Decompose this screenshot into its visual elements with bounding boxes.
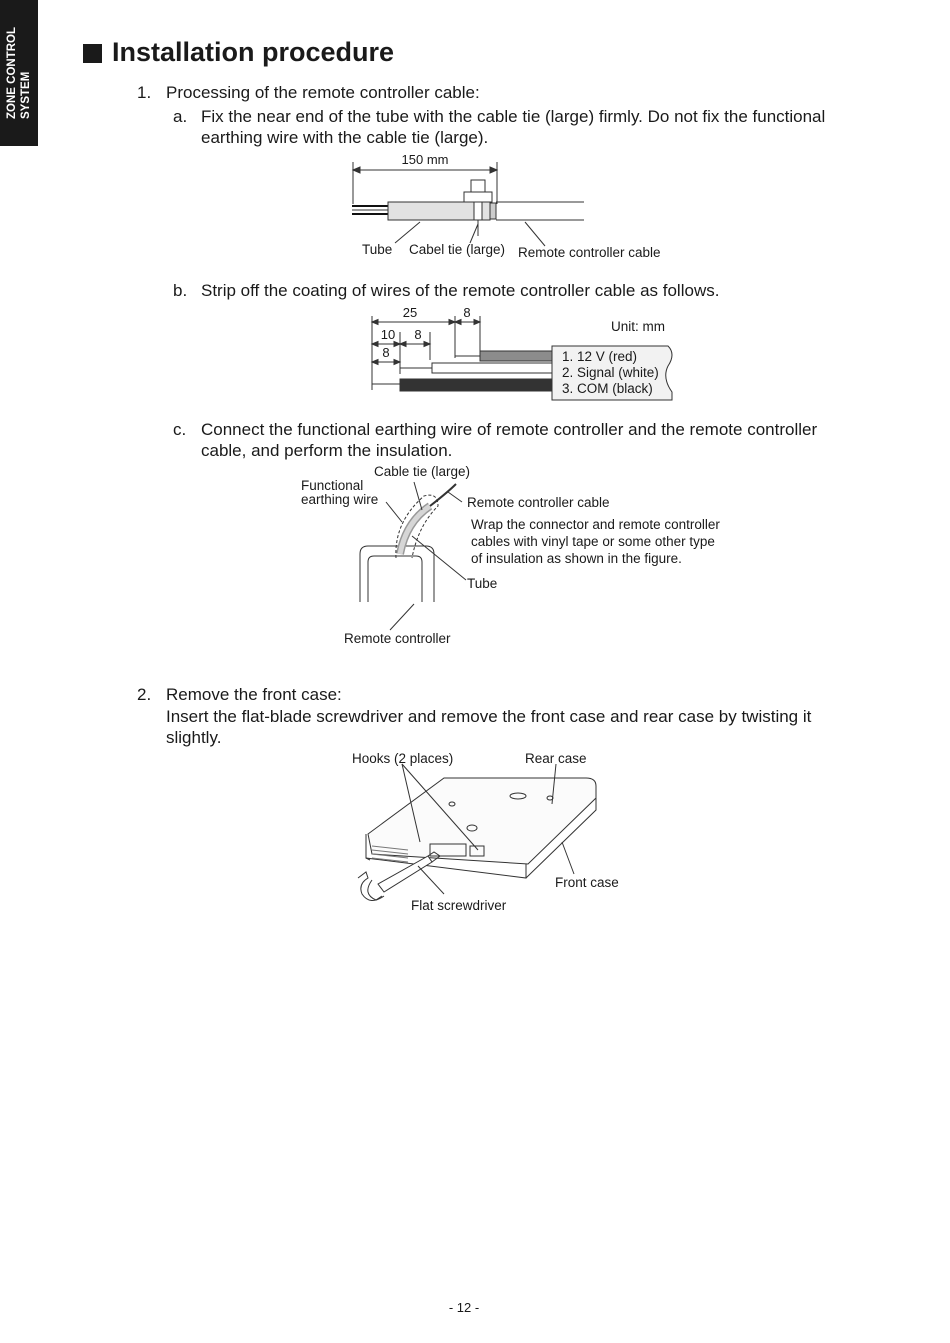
fig-b-dim-8-mid: 8 bbox=[414, 327, 422, 342]
figure-insulation-svg bbox=[298, 462, 758, 654]
step2-text-line2: slightly. bbox=[166, 728, 222, 747]
fig-b-wire-black: 3. COM (black) bbox=[562, 381, 653, 396]
fig-c-label-cable: Remote controller cable bbox=[467, 495, 610, 510]
figure-case-removal-svg bbox=[348, 746, 648, 916]
fig-c-label-cable-tie: Cable tie (large) bbox=[374, 464, 471, 479]
section-side-tab bbox=[0, 0, 38, 146]
fig-a-label-cable: Remote controller cable bbox=[518, 245, 661, 260]
figure-cable-tie bbox=[340, 148, 700, 273]
figure-wire-stripping bbox=[360, 302, 690, 413]
fig-2-label-front-case: Front case bbox=[555, 875, 619, 890]
step2-heading: Remove the front case: bbox=[166, 685, 342, 704]
step2-number: 2. bbox=[137, 685, 152, 704]
fig-b-wire-white: 2. Signal (white) bbox=[562, 365, 659, 380]
fig-a-dimension: 150 mm bbox=[401, 152, 449, 167]
fig-c-note-line2: cables with vinyl tape or some other type bbox=[471, 534, 715, 549]
fig-c-label-tube: Tube bbox=[467, 576, 498, 591]
step1a-letter: a. bbox=[173, 107, 188, 126]
fig-c-note-line3: of insulation as shown in the figure. bbox=[471, 551, 682, 566]
page-number: - 12 - bbox=[448, 1300, 480, 1315]
step1b-text-line1: Strip off the coating of wires of the remote controller cable as follows. bbox=[201, 281, 720, 300]
figure-case-removal bbox=[348, 746, 648, 921]
page-title: Installation procedure bbox=[112, 37, 395, 67]
fig-2-label-screwdriver: Flat screwdriver bbox=[411, 898, 507, 913]
fig-b-dim-10: 10 bbox=[380, 327, 396, 342]
step1c-text-line2: cable, and perform the insulation. bbox=[201, 441, 453, 460]
step1c-text-line1: Connect the functional earthing wire of remote controller and the remote controller bbox=[201, 420, 818, 439]
step1b-letter: b. bbox=[173, 281, 188, 300]
side-tab-line1: ZONE CONTROL bbox=[6, 27, 18, 119]
fig-c-label-remote: Remote controller bbox=[344, 631, 451, 646]
fig-a-label-tube: Tube bbox=[362, 242, 393, 257]
step1a-text-line1: Fix the near end of the tube with the cable tie (large) firmly. Do not fix the functional bbox=[201, 107, 826, 126]
step1-number: 1. bbox=[137, 83, 152, 102]
title-bullet-square bbox=[83, 44, 102, 63]
figure-wire-stripping-svg bbox=[360, 302, 690, 408]
fig-a-label-cable-tie: Cabel tie (large) bbox=[409, 242, 506, 257]
fig-c-label-earthing-1: Functional bbox=[301, 478, 364, 493]
fig-2-label-hooks: Hooks (2 places) bbox=[352, 751, 454, 766]
side-tab-line2: SYSTEM bbox=[20, 71, 32, 119]
fig-b-wire-red: 1. 12 V (red) bbox=[562, 349, 638, 364]
fig-b-dim-8-low: 8 bbox=[382, 345, 390, 360]
fig-c-note-line1: Wrap the connector and remote controller bbox=[471, 517, 720, 532]
figure-insulation bbox=[298, 462, 758, 659]
fig-2-label-rear-case: Rear case bbox=[525, 751, 587, 766]
fig-b-dim-25: 25 bbox=[402, 305, 418, 320]
step1c-letter: c. bbox=[173, 420, 187, 439]
side-tab-label bbox=[5, 27, 33, 119]
step1-heading: Processing of the remote controller cable: bbox=[166, 83, 480, 102]
step2-text-line1: Insert the flat-blade screwdriver and remove the front case and rear case by twisting it bbox=[166, 707, 812, 726]
fig-b-unit: Unit: mm bbox=[611, 319, 665, 334]
figure-cable-tie-svg bbox=[340, 148, 700, 268]
fig-c-label-earthing-2: earthing wire bbox=[301, 492, 379, 507]
fig-b-dim-8-top: 8 bbox=[463, 305, 471, 320]
step1a-text-line2: earthing wire with the cable tie (large). bbox=[201, 128, 489, 147]
